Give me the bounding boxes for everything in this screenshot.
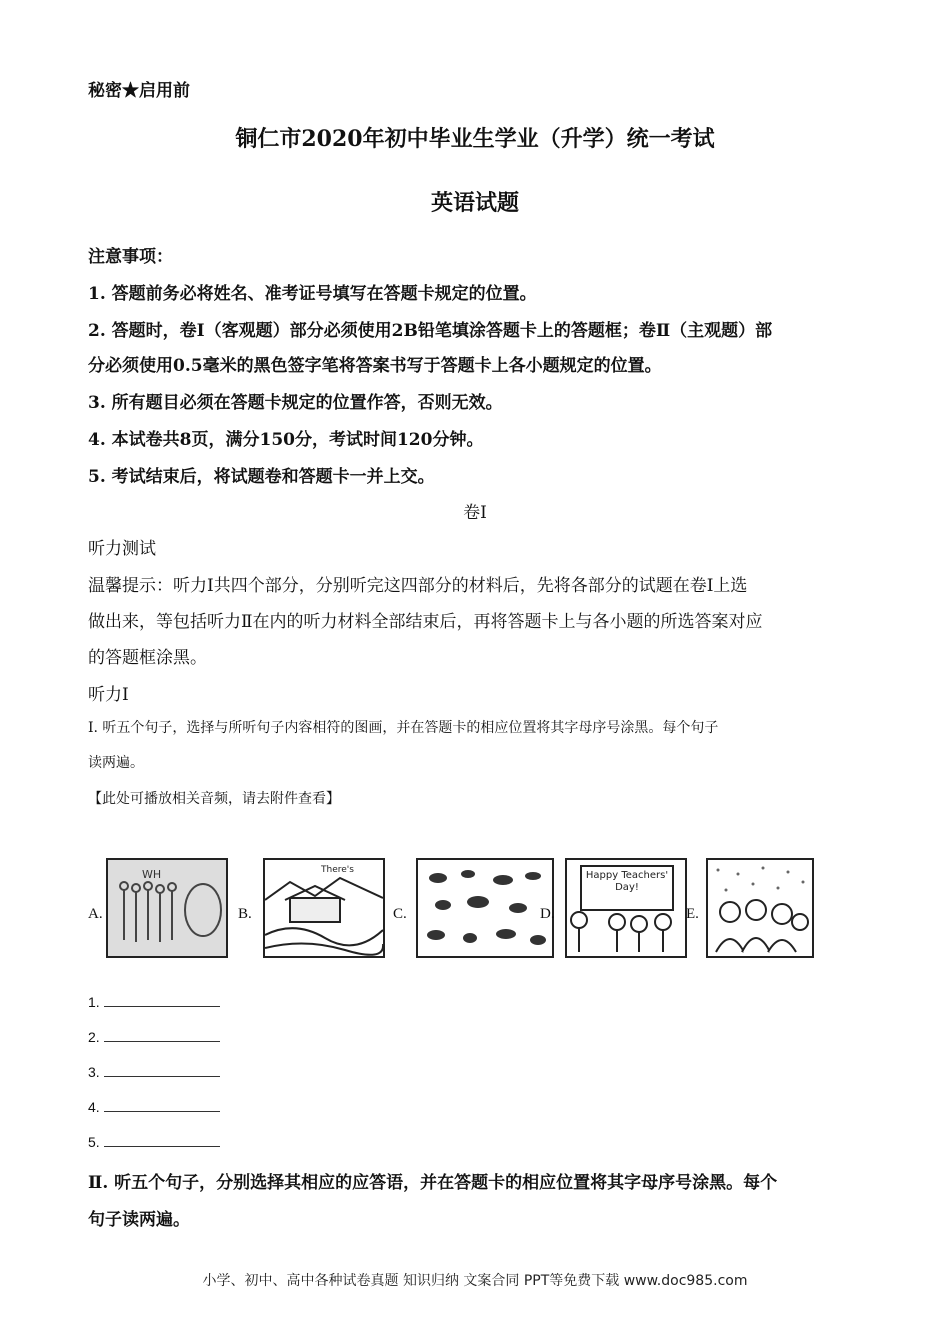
listening-one-label: 听力Ⅰ xyxy=(88,685,129,705)
notice-item: 4. 本试卷共8页，满分150分，考试时间120分钟。 xyxy=(88,430,484,450)
tip-line: 的答题框涂黑。 xyxy=(88,648,207,668)
part2-instruction: 句子读两遍。 xyxy=(88,1210,190,1230)
footer-watermark: 小学、初中、高中各种试卷真题 知识归纳 文案合同 PPT等免费下载 www.doc985.com xyxy=(202,1273,748,1289)
answer-number: 4. xyxy=(88,1099,100,1115)
answer-number: 3. xyxy=(88,1064,100,1080)
answer-line[interactable] xyxy=(88,1027,220,1045)
answer-number: 1. xyxy=(88,994,100,1010)
notice-item: 3. 所有题目必须在答题卡规定的位置作答，否则无效。 xyxy=(88,393,503,413)
tip-line: 做出来，等包括听力Ⅱ在内的听力材料全部结束后，再将答题卡上与各小题的所选答案对应 xyxy=(88,612,763,632)
notice-item: 1. 答题前务必将姓名、准考证号填写在答题卡规定的位置。 xyxy=(88,284,537,304)
option-label: C. xyxy=(393,906,407,922)
part2-instruction: Ⅱ. 听五个句子，分别选择其相应的应答语，并在答题卡的相应位置将其字母序号涂黑。每个 xyxy=(88,1173,778,1193)
option-label: E. xyxy=(686,906,699,922)
audio-note: 【此处可播放相关音频，请去附件查看】 xyxy=(88,791,340,807)
answer-line[interactable] xyxy=(88,1097,220,1115)
notice-item: 5. 考试结束后，将试题卷和答题卡一并上交。 xyxy=(88,467,435,487)
picture-d xyxy=(565,858,687,958)
picture-a xyxy=(106,858,228,958)
picture-b xyxy=(263,858,385,958)
exam-title: 铜仁市2020年初中毕业生学业（升学）统一考试 xyxy=(235,126,715,152)
option-label: A. xyxy=(88,906,103,922)
answer-number: 5. xyxy=(88,1134,100,1150)
answer-line[interactable] xyxy=(88,1132,220,1150)
picture-c xyxy=(416,858,554,958)
volume-label: 卷Ⅰ xyxy=(463,503,487,523)
exam-subtitle: 英语试题 xyxy=(430,190,519,216)
notice-item: 分必须使用0.5毫米的黑色签字笔将答案书写于答题卡上各小题规定的位置。 xyxy=(88,356,662,376)
answer-line[interactable] xyxy=(88,992,220,1010)
listening-test-label: 听力测试 xyxy=(88,539,156,559)
option-label: B. xyxy=(238,906,252,922)
picture-caption: Happy Teachers' Day! xyxy=(585,870,669,893)
notice-item: 2. 答题时，卷Ⅰ（客观题）部分必须使用2B铅笔填涂答题卡上的答题框；卷Ⅱ（主观题）部 xyxy=(88,321,773,341)
part1-instruction: Ⅰ. 听五个句子，选择与所听句子内容相符的图画，并在答题卡的相应位置将其字母序号涂黑。每个句子 xyxy=(88,720,719,736)
picture-e xyxy=(706,858,814,958)
confidential-label: 秘密★启用前 xyxy=(88,81,190,101)
picture-caption: WH xyxy=(142,868,162,881)
picture-options xyxy=(88,858,828,958)
answer-line[interactable] xyxy=(88,1062,220,1080)
option-label: D. xyxy=(540,906,555,922)
answer-number: 2. xyxy=(88,1029,100,1045)
picture-caption: There's xyxy=(321,865,354,875)
notice-heading: 注意事项： xyxy=(88,247,173,267)
part1-instruction: 读两遍。 xyxy=(88,755,144,771)
tip-line: 温馨提示：听力Ⅰ共四个部分，分别听完这四部分的材料后，先将各部分的试题在卷Ⅰ上选 xyxy=(88,576,748,596)
